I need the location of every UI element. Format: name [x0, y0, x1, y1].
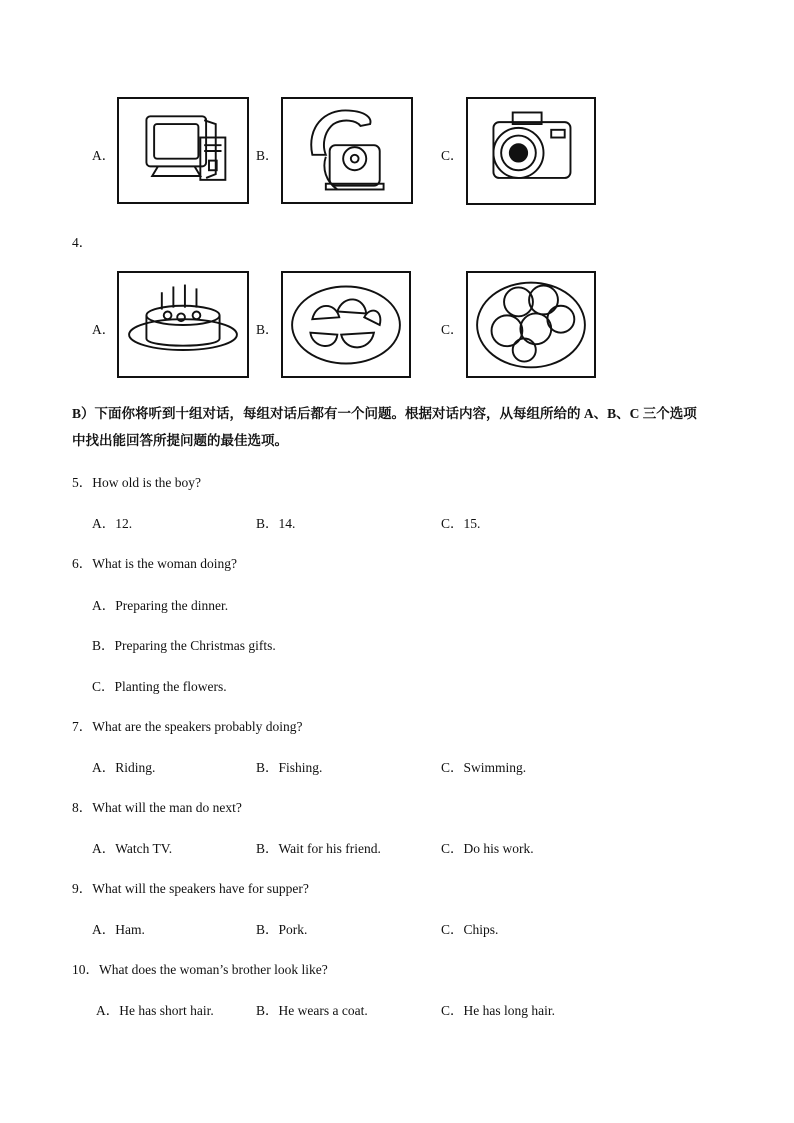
q4-option-a-label: A．: [92, 322, 116, 337]
question-6-option-c: C．Planting the flowers.: [92, 679, 227, 694]
question-7-option-c: C．Swimming.: [441, 760, 527, 775]
question-7-text: 7．What are the speakers probably doing?: [72, 719, 303, 734]
question-8-text: 8．What will the man do next?: [72, 800, 242, 815]
question-7-option-a: A．Riding.: [92, 760, 156, 775]
q4-number: 4．: [72, 235, 93, 250]
question-7-option-b: B．Fishing.: [256, 760, 323, 775]
dumplings-icon: [281, 271, 411, 378]
question-8-option-b: B．Wait for his friend.: [256, 841, 381, 856]
question-9-option-a: A．Ham.: [92, 922, 145, 937]
computer-icon: [117, 97, 249, 204]
q4-option-b-label: B．: [256, 322, 279, 337]
question-5-option-c: C．15.: [441, 516, 481, 531]
q3-option-b-label: B．: [256, 148, 279, 163]
question-6-text: 6．What is the woman doing?: [72, 556, 237, 571]
telephone-icon: [281, 97, 413, 204]
question-10-option-b: B．He wears a coat.: [256, 1003, 368, 1018]
question-8-option-c: C．Do his work.: [441, 841, 534, 856]
question-8-option-a: A．Watch TV.: [92, 841, 173, 856]
question-5-text: 5．How old is the boy?: [72, 475, 201, 490]
q4-option-c-label: C．: [441, 322, 464, 337]
section-b-instruction-line2: 中找出能回答所提问题的最佳选项。: [72, 433, 288, 448]
question-9-text: 9．What will the speakers have for supper?: [72, 881, 309, 896]
question-6-option-b: B．Preparing the Christmas gifts.: [92, 638, 276, 653]
question-10-option-a: A．He has short hair.: [96, 1003, 214, 1018]
question-9-option-b: B．Pork.: [256, 922, 308, 937]
question-10-option-c: C．He has long hair.: [441, 1003, 555, 1018]
question-6-option-a: A．Preparing the dinner.: [92, 598, 229, 613]
question-5-option-a: A．12.: [92, 516, 133, 531]
q3-option-c-label: C．: [441, 148, 464, 163]
question-9-option-c: C．Chips.: [441, 922, 499, 937]
question-5-option-b: B．14.: [256, 516, 296, 531]
q3-option-a-label: A．: [92, 148, 116, 163]
section-b-instruction-line1: B）下面你将听到十组对话，每组对话后都有一个问题。根据对话内容，从每组所给的 A、B、C 三个选项: [72, 406, 697, 421]
question-10-text: 10．What does the woman’s brother look like?: [72, 962, 328, 977]
birthday-cake-icon: [117, 271, 249, 378]
mooncakes-icon: [466, 271, 596, 378]
camera-icon: [466, 97, 596, 205]
